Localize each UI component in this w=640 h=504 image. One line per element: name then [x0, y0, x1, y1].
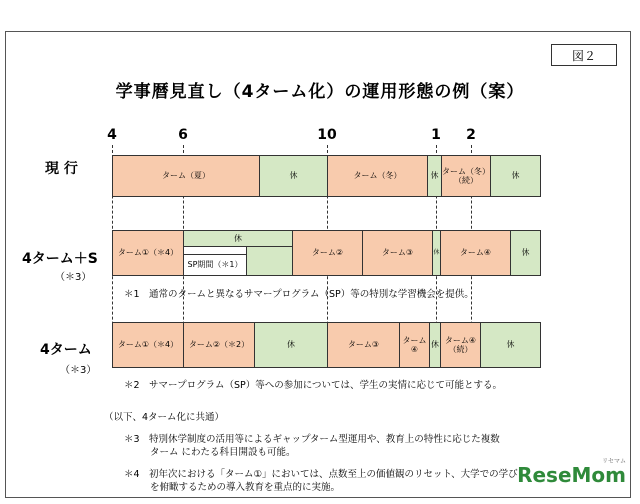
- term-segment: ターム（冬）: [327, 155, 428, 197]
- term-segment: ターム ④: [399, 322, 430, 368]
- row-note-ref: （＊3）: [60, 365, 97, 376]
- term-segment: ターム（夏）: [112, 155, 260, 197]
- footnote-4-line-1: ＊4 初年次における「ターム①」においては、点数至上の価値観のリセット、大学での学び: [124, 469, 518, 480]
- term-segment: ターム（冬） （続）: [441, 155, 491, 197]
- footnote-3-line-1: ＊3 特別休学制度の活用等によるギャップターム型運用や、教育上の特性に応じた複数: [124, 434, 500, 445]
- break-segment: 休: [490, 155, 541, 197]
- row-label-four-term: 4ターム: [40, 342, 92, 358]
- break-segment: 休: [427, 155, 442, 197]
- term-segment: ターム①（＊4）: [112, 322, 184, 368]
- term-segment: ターム④ （続）: [440, 322, 481, 368]
- resemom-logo: [517, 458, 626, 487]
- term-segment: ターム④: [440, 230, 511, 276]
- tick-label: 4: [107, 127, 117, 143]
- logo-subtext: リセマム: [602, 458, 626, 465]
- tick-label: 2: [466, 127, 476, 143]
- sp-period-segment: SP期間（＊1）: [183, 254, 247, 276]
- page-title: 学事暦見直し（4ターム化）の運用形態の例（案）: [115, 82, 525, 102]
- row-label-four-term-plus-s: 4ターム＋S: [22, 251, 98, 267]
- term-segment: ターム③: [362, 230, 433, 276]
- term-segment: ターム②（＊2）: [183, 322, 255, 368]
- term-segment: ターム②: [292, 230, 363, 276]
- footnote-3-line-2: ターム にわたる科目開設も可能。: [150, 447, 296, 458]
- footnote-4-line-2: を俯瞰するための導入教育を重点的に実施。: [150, 482, 341, 493]
- break-segment: 休: [510, 230, 541, 276]
- footnote-2: ＊2 サマープログラム（SP）等への参加については、学生の実情に応じて可能とする。: [124, 380, 503, 391]
- break-segment: 休: [429, 322, 441, 368]
- figure-number: 図２: [551, 44, 617, 66]
- tick-label: 10: [317, 127, 337, 143]
- tick-label: 1: [431, 127, 441, 143]
- break-segment: 休: [432, 230, 441, 276]
- logo-text: ReseMom: [517, 463, 626, 487]
- tick-label: 6: [178, 127, 188, 143]
- row-note-ref: （＊3）: [55, 272, 92, 283]
- row-label-current: 現 行: [45, 161, 78, 177]
- break-segment: 休: [254, 322, 328, 368]
- term-segment: ターム③: [327, 322, 400, 368]
- break-segment: 休: [259, 155, 328, 197]
- break-segment: 休: [480, 322, 541, 368]
- footnote-1: ＊1 通常のタームと異なるサマープログラム（SP）等の特別な学習機会を提供。: [124, 289, 474, 300]
- term-segment: ターム①（＊4）: [112, 230, 184, 276]
- common-note-heading: （以下、4ターム化に共通）: [104, 412, 225, 423]
- break-segment: [246, 246, 293, 276]
- break-segment: 休: [183, 230, 293, 247]
